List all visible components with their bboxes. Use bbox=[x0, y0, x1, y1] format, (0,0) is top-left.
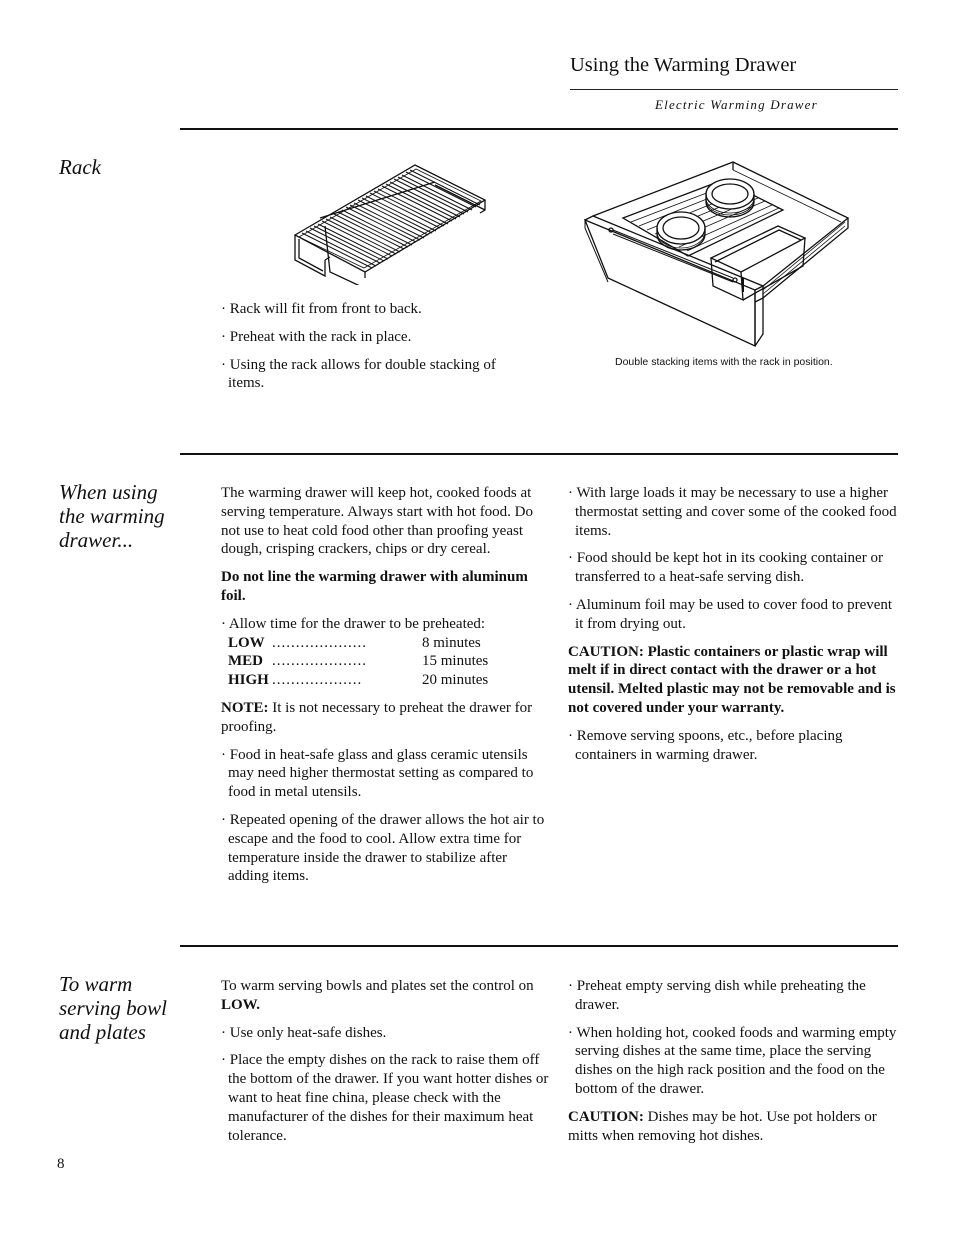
table-cell: MED bbox=[228, 653, 263, 670]
section-divider-to-warm bbox=[180, 945, 898, 947]
header-divider bbox=[570, 89, 898, 90]
page-number: 8 bbox=[57, 1156, 65, 1172]
table-row bbox=[228, 671, 488, 690]
drawer-illustration bbox=[583, 158, 851, 348]
list-item: · Repeated opening of the drawer allows the hot air to escape and the food to cool. Allow extra time for temperature inside the drawer to stabilize after adding items. bbox=[221, 811, 545, 885]
list-item: · Food in heat-safe glass and glass ceramic utensils may need higher thermostat setting as compared to food in metal utensils. bbox=[221, 746, 534, 801]
rack-illustration bbox=[285, 160, 495, 285]
caution-paragraph: CAUTION: Plastic containers or plastic wrap will melt if in direct contact with the drawer or a hot utensil. Melted plastic may not be removable and is not covered under your warranty. bbox=[568, 643, 896, 716]
list-item: · Using the rack allows for double stacking of items. bbox=[221, 356, 496, 392]
section-divider-when-using bbox=[180, 453, 898, 455]
note-paragraph bbox=[221, 699, 551, 737]
list-item: · Remove serving spoons, etc., before placing containers in warming drawer. bbox=[568, 727, 843, 763]
table-cell: 20 minutes bbox=[422, 672, 489, 689]
intro-bold: LOW. bbox=[221, 996, 261, 1013]
caution-text: Dishes may be hot. Use pot holders or mitts when removing hot dishes. bbox=[568, 1108, 877, 1144]
table-cell: 15 minutes bbox=[422, 653, 489, 670]
caution-label: CAUTION: bbox=[568, 1108, 644, 1125]
list-item: · Aluminum foil may be used to cover food to prevent it from drying out. bbox=[568, 596, 893, 632]
intro-text: To warm serving bowls and plates set the control on bbox=[221, 978, 534, 994]
list-item: · Rack will fit from front to back. bbox=[221, 301, 422, 317]
list-item: · Use only heat-safe dishes. bbox=[221, 1024, 387, 1041]
list-item: · Food should be kept hot in its cooking container or transferred to a heat-safe serving dish. bbox=[568, 550, 883, 586]
preheat-times-table bbox=[228, 634, 488, 690]
section-title-rack: Rack bbox=[59, 155, 101, 179]
list-item: · When holding hot, cooked foods and warming empty serving dishes at the same time, place the serving dishes on the high rack position and the food on the bottom of the drawer. bbox=[568, 1024, 897, 1097]
list-item: · Preheat with the rack in place. bbox=[221, 328, 412, 345]
list-item: · Allow time for the drawer to be preheated: bbox=[221, 615, 486, 632]
table-cell: ................... bbox=[272, 672, 363, 689]
table-cell: LOW bbox=[228, 634, 265, 651]
section-divider-rack bbox=[180, 128, 898, 130]
figure-caption: Double stacking items with the rack in position. bbox=[615, 356, 833, 368]
section-title-to-warm: To warm serving bowl and plates bbox=[59, 972, 167, 1044]
section-title-when-using: When using the warming drawer... bbox=[59, 480, 165, 552]
table-cell: .................... bbox=[272, 634, 367, 651]
table-row bbox=[228, 634, 488, 653]
caution-paragraph bbox=[568, 1108, 898, 1146]
note-text: It is not necessary to preheat the drawer for proofing. bbox=[221, 699, 533, 735]
list-item: · With large loads it may be necessary to use a higher thermostat setting and cover some of the cooked food items. bbox=[568, 485, 897, 539]
page-subtitle: Electric Warming Drawer bbox=[655, 97, 818, 112]
paragraph: The warming drawer will keep hot, cooked foods at serving temperature. Always start with hot food. Do not use to heat cold food other than proofing yeast dough, crisping crackers, chips or dry cereal. bbox=[221, 485, 534, 558]
table-row bbox=[228, 652, 488, 671]
table-cell: HIGH bbox=[228, 672, 269, 689]
list-item: · Preheat empty serving dish while preheating the drawer. bbox=[568, 978, 866, 1013]
page-title: Using the Warming Drawer bbox=[570, 54, 797, 76]
note-label: NOTE: bbox=[221, 699, 269, 716]
table-cell: .................... bbox=[272, 653, 367, 670]
foil-warning: Do not line the warming drawer with aluminum foil. bbox=[221, 569, 528, 604]
list-item: · Place the empty dishes on the rack to raise them off the bottom of the drawer. If you want hotter dishes or want to heat fine china, please check with the manufacturer of the dishes for their maximum heat tolerance. bbox=[221, 1052, 549, 1144]
table-cell: 8 minutes bbox=[422, 634, 481, 651]
paragraph bbox=[221, 977, 551, 1015]
